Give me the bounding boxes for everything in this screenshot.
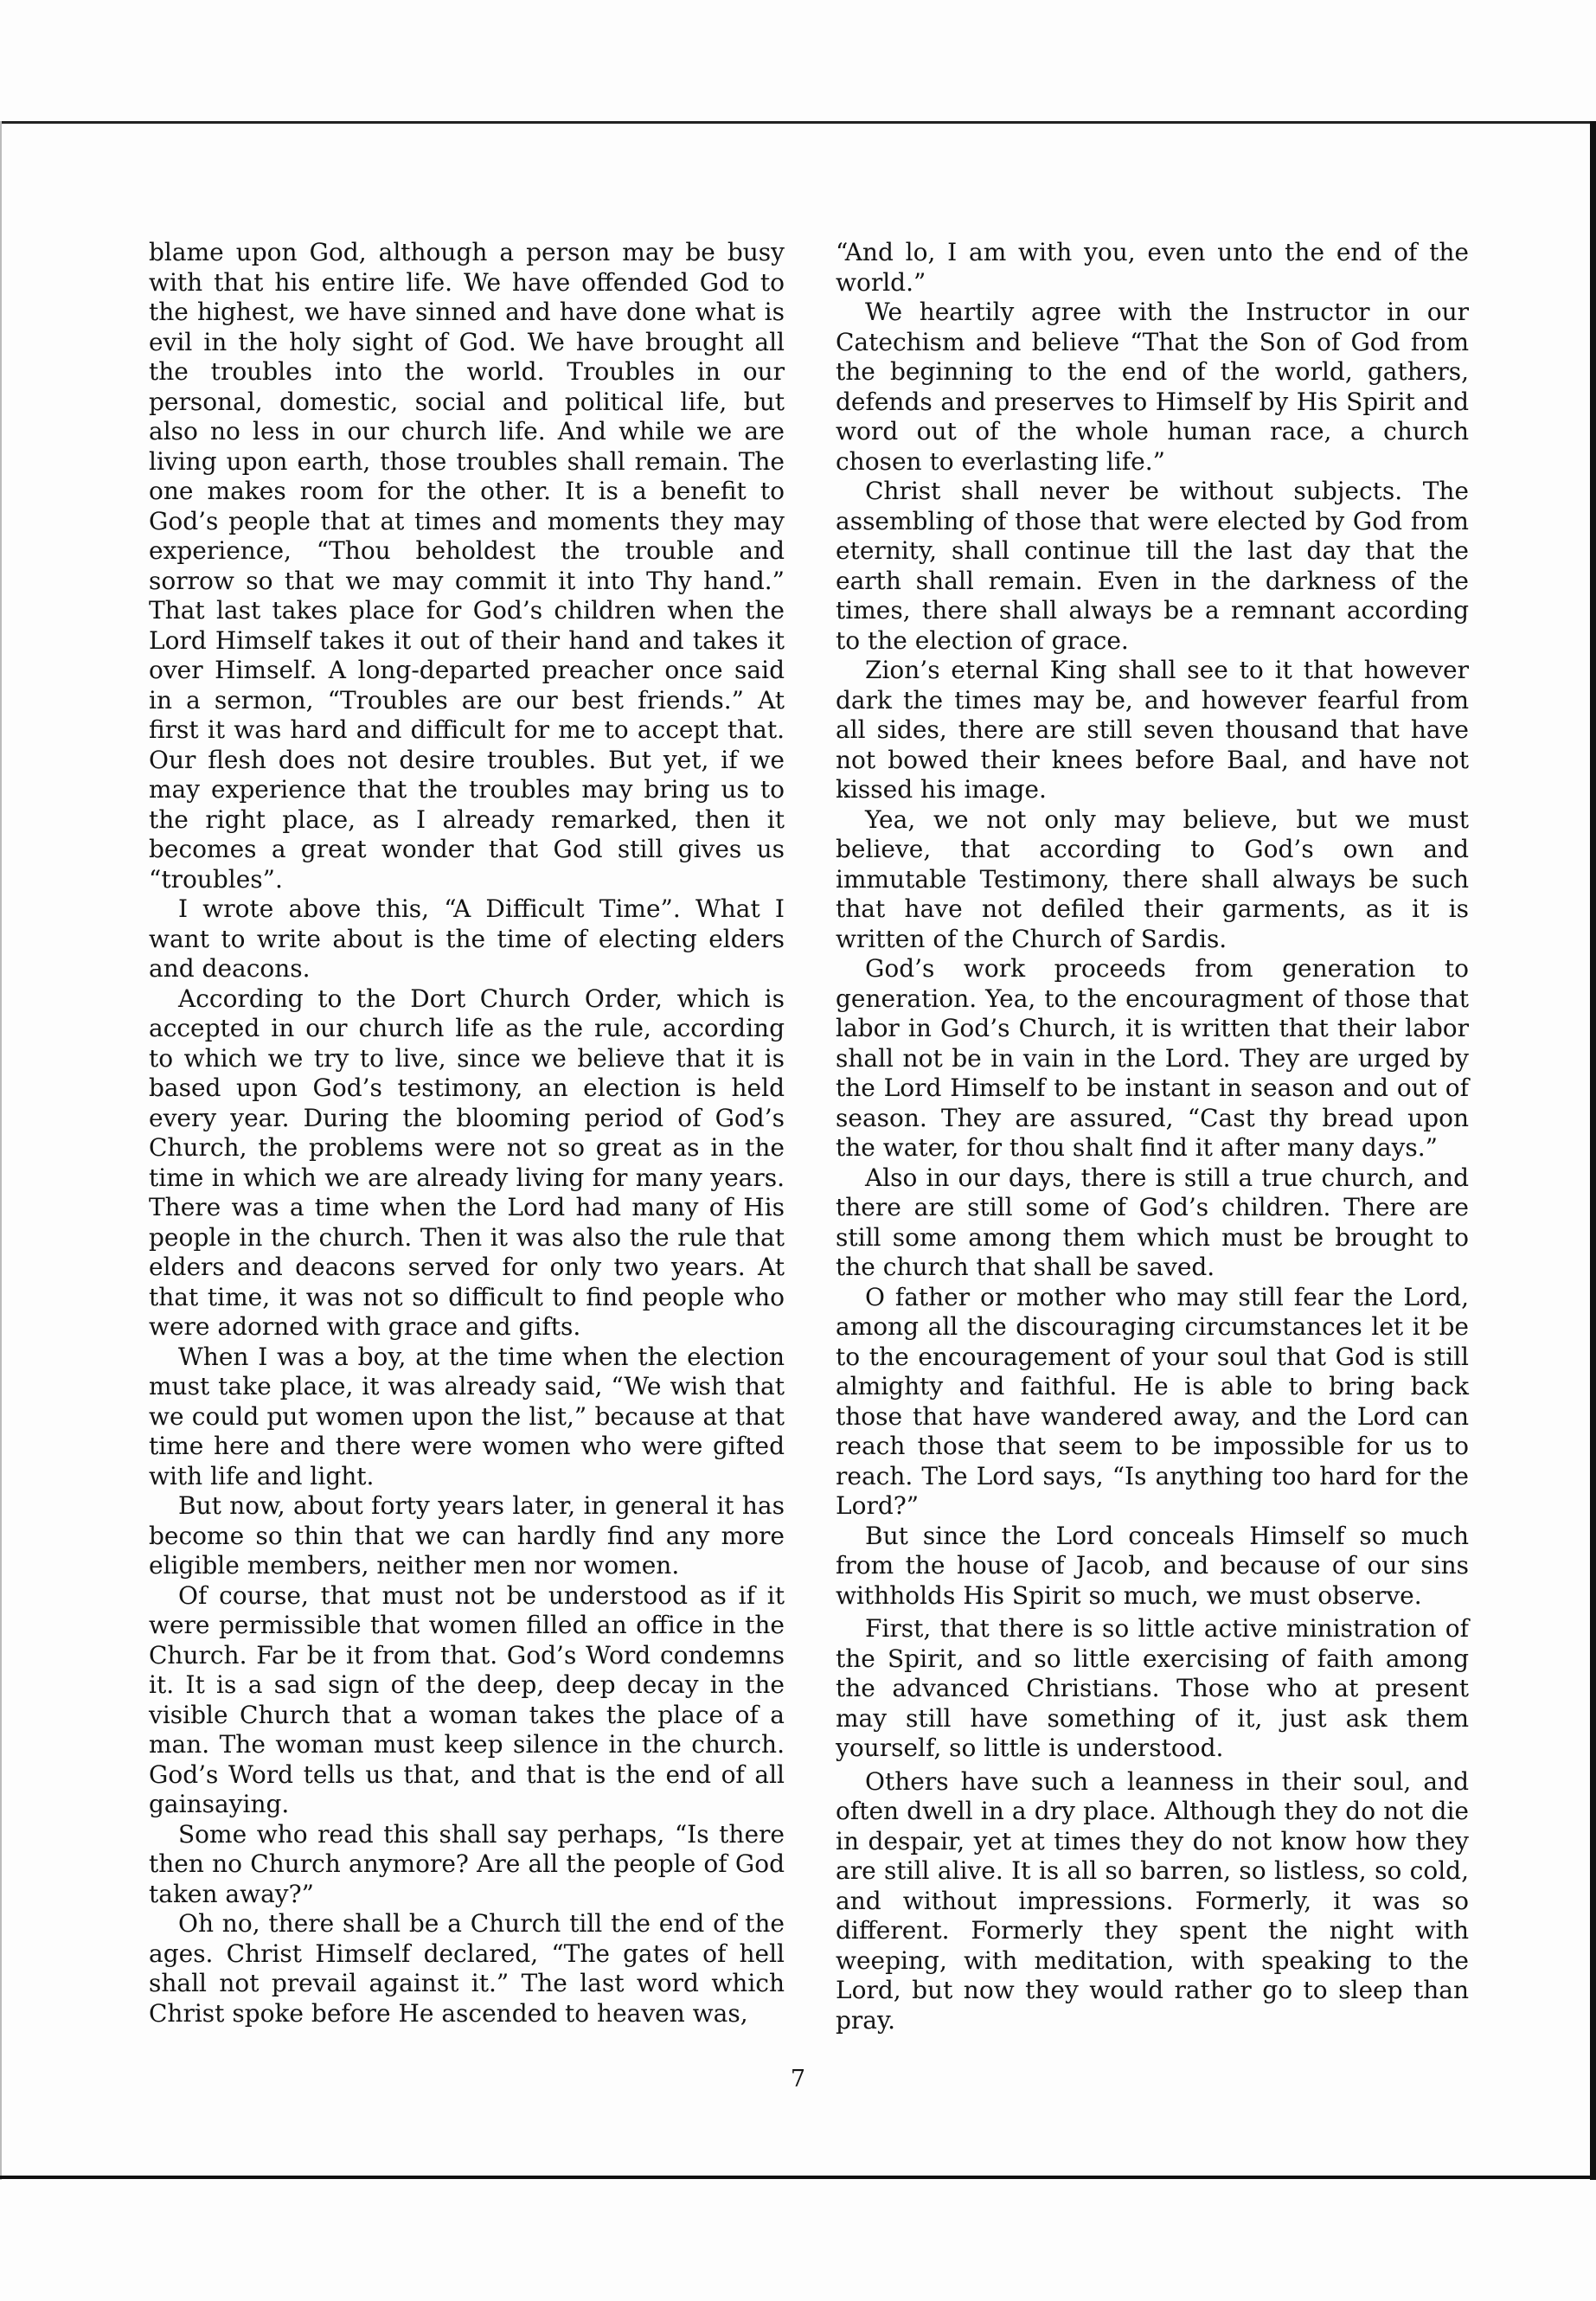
paragraph: Oh no, there shall be a Church till the end of the ages. Christ Himself declared, “The gates of hell shall not prevail against it.” The last word which Christ spoke before He ascended to heaven was, [149,1909,785,2028]
paragraph: Others have such a leanness in their soul, and often dwell in a dry place. Although they do not die in despair, yet at times they do not know how they are still alive. It is all so barren, so listless, so cold, and without impressions. Formerly, it was so different. Formerly they spent the night with weeping, with meditation, with speaking to the Lord, but now they would rather go to sleep than pray. [836,1766,1469,2035]
paragraph: Yea, we not only may believe, but we must believe, that according to God’s own and immutable Testimony, there shall always be such that have not defiled their garments, as it is written of the Church of Sardis. [836,804,1469,953]
paragraph: blame upon God, although a person may be busy with that his entire life. We have offended God to the highest, we have sinned and have done what is evil in the holy sight of God. We have brought all the troubles into the world. Troubles in our personal, domestic, social and political life, but also no less in our church life. And while we are living upon earth, those troubles shall remain. The one makes room for the other. It is a benefit to God’s people that at times and moments they may experience, “Thou beholdest the trouble and sorrow so that we may commit it into Thy hand.” That last takes place for God’s children when the Lord Himself takes it out of their hand and takes it over Himself. A long-departed preacher once said in a sermon, “Troubles are our best friends.” At first it was hard and difficult for me to accept that. Our flesh does not desire troubles. But yet, if we may experience that the troubles may bring us to the right place, as I already remarked, then it becomes a great wonder that God still gives us “troubles”. [149,238,785,894]
scan-border-left [0,121,2,2180]
paragraph: First, that there is so little active ministration of the Spirit, and so little exercising of faith among the advanced Christians. Those who at present may still have something of it, just ask them yourself, so little is understood. [836,1614,1469,1762]
paragraph: I wrote above this, “A Difficult Time”. What I want to write about is the time of electing elders and deacons. [149,894,785,983]
paragraph: O father or mother who may still fear the Lord, among all the discouraging circumstances let it be to the encouragement of your soul that God is still almighty and faithful. He is able to bring back those that have wandered away, and the Lord can reach those that seem to be impossible for us to reach. The Lord says, “Is anything too hard for the Lord?” [836,1282,1469,1520]
paragraph: But now, about forty years later, in general it has become so thin that we can hardly find any more eligible members, neither men nor women. [149,1491,785,1580]
paragraph: “And lo, I am with you, even unto the end of the world.” [836,238,1469,297]
paragraph: But since the Lord conceals Himself so much from the house of Jacob, and because of our sins withholds His Spirit so much, we must observe. [836,1521,1469,1610]
scan-border-top [0,121,1596,124]
left-column [149,238,785,2029]
paragraph: When I was a boy, at the time when the election must take place, it was already said, “We wish that we could put women upon the list,” because at that time here and there were women who were gifted with life and light. [149,1342,785,1490]
paragraph: According to the Dort Church Order, which is accepted in our church life as the rule, according to which we try to live, since we believe that it is based upon God’s testimony, an election is held every year. During the blooming period of God’s Church, the problems were not so great as in the time in which we are already living for many years. There was a time when the Lord had many of His people in the church. Then it was also the rule that elders and deacons served for only two years. At that time, it was not so difficult to find people who were adorned with grace and gifts. [149,984,785,1341]
paragraph: Of course, that must not be understood as if it were permissible that women filled an office in the Church. Far be it from that. God’s Word condemns it. It is a sad sign of the deep, deep decay in the visible Church that a woman takes the place of a man. The woman must keep silence in the church. God’s Word tells us that, and that is the end of all gainsaying. [149,1580,785,1818]
paragraph: Some who read this shall say perhaps, “Is there then no Church anymore? Are all the people of God taken away?” [149,1819,785,1908]
scan-border-right [1590,121,1596,2180]
paragraph: God’s work proceeds from generation to generation. Yea, to the encouragment of those that labor in God’s Church, it is written that their labor shall not be in vain in the Lord. They are urged by the Lord Himself to be instant in season and out of season. They are assured, “Cast thy bread upon the water, for thou shalt find it after many days.” [836,954,1469,1162]
paragraph: Also in our days, there is still a true church, and there are still some of God’s children. There are still some among them which must be brought to the church that shall be saved. [836,1163,1469,1281]
paragraph: Zion’s eternal King shall see to it that however dark the times may be, and however fearful from all sides, there are still seven thousand that have not bowed their knees before Baal, and have not kissed his image. [836,656,1469,804]
right-column [836,238,1469,2035]
page-number: 7 [790,2066,806,2093]
paragraph: We heartily agree with the Instructor in our Catechism and believe “That the Son of God from the beginning to the end of the world, gathers, defends and preserves to Himself by His Spirit and word out of the whole human race, a church chosen to everlasting life.” [836,298,1469,476]
scan-border-bottom [0,2176,1596,2179]
paragraph: Christ shall never be without subjects. The assembling of those that were elected by God from eternity, shall continue till the last day that the earth shall remain. Even in the darkness of the times, there shall always be a remnant according to the election of grace. [836,477,1469,655]
